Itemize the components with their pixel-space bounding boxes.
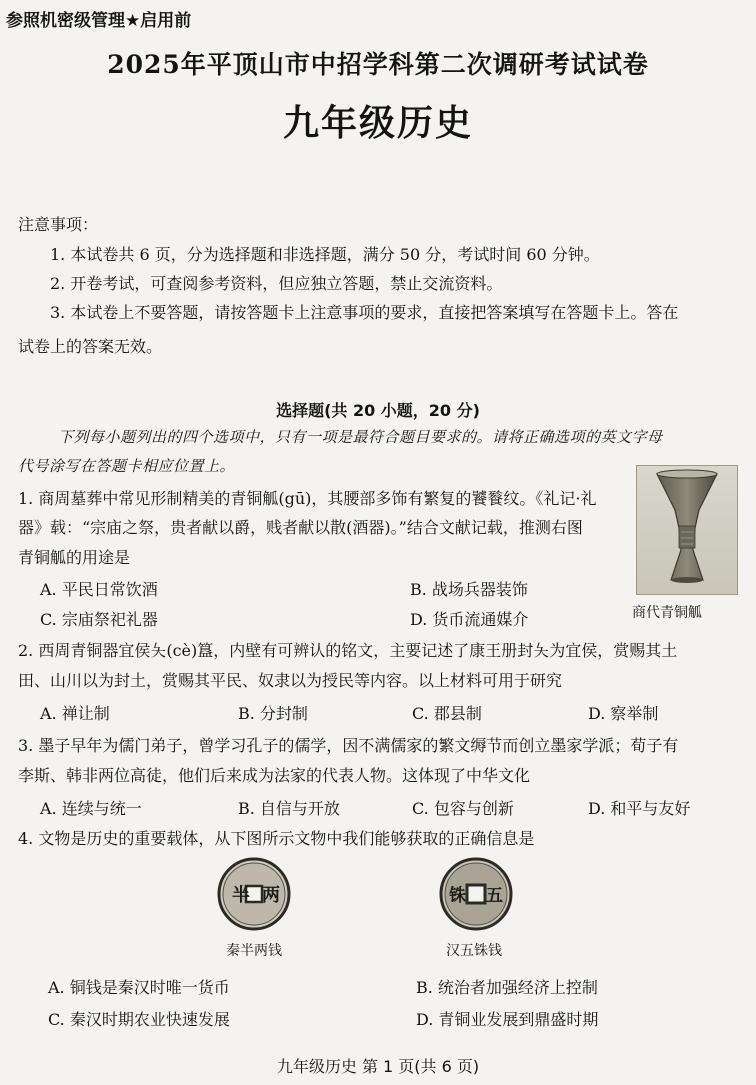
confidential-label: 参照机密级管理★启用前 bbox=[6, 11, 192, 31]
notice-heading: 注意事项： bbox=[18, 215, 99, 234]
q4-stem-line-1: 4. 文物是历史的重要载体，从下图所示文物中我们能够获取的正确信息是 bbox=[18, 829, 535, 848]
notice-line-4: 试卷上的答案无效。 bbox=[18, 337, 163, 356]
section-instruction-1: 下列每小题列出的四个选项中，只有一项是最符合题目要求的。请将正确选项的英文字母 bbox=[58, 428, 663, 446]
q2-option-a: A. 禅让制 bbox=[40, 704, 110, 723]
bronze-gu-caption: 商代青铜觚 bbox=[632, 605, 702, 621]
han-wuzhu-coin bbox=[438, 856, 514, 932]
q1-option-a: A. 平民日常饮酒 bbox=[40, 580, 158, 599]
q3-option-b: B. 自信与开放 bbox=[238, 799, 340, 818]
notice-line-1: 1. 本试卷共 6 页，分为选择题和非选择题，满分 50 分，考试时间 60 分钟。 bbox=[50, 245, 600, 264]
han-wuzhu-coin-icon bbox=[438, 856, 514, 932]
q1-option-b: B. 战场兵器装饰 bbox=[410, 580, 528, 599]
han-coin-glyph-right: 五 bbox=[486, 886, 503, 906]
q3-option-d: D. 和平与友好 bbox=[588, 799, 691, 818]
section-instruction-2: 代号涂写在答题卡相应位置上。 bbox=[18, 457, 236, 475]
q4-option-b: B. 统治者加强经济上控制 bbox=[416, 978, 598, 997]
q1-stem-line-1: 1. 商周墓葬中常见形制精美的青铜觚(gū)，其腰部多饰有繁复的饕餮纹。《礼记·礼 bbox=[18, 489, 597, 508]
q1-stem-line-3: 青铜觚的用途是 bbox=[18, 548, 131, 567]
han-coin-caption: 汉五铢钱 bbox=[446, 943, 502, 959]
q4-option-c: C. 秦汉时期农业快速发展 bbox=[48, 1010, 230, 1029]
notice-line-3: 3. 本试卷上不要答题，请按答题卡上注意事项的要求，直接把答案填写在答题卡上。答在 bbox=[50, 303, 679, 322]
q1-stem-line-2: 器》载：“宗庙之祭，贵者献以爵，贱者献以散(酒器)。”结合文献记载，推测右图 bbox=[18, 518, 583, 537]
qin-coin-glyph-right: 两 bbox=[262, 885, 280, 906]
q3-stem-line-1: 3. 墨子早年为儒门弟子，曾学习孔子的儒学，因不满儒家的繁文缛节而创立墨家学派；荀子有 bbox=[18, 736, 679, 755]
qin-coin-caption: 秦半两钱 bbox=[226, 943, 282, 959]
q2-option-c: C. 郡县制 bbox=[412, 704, 482, 723]
bronze-gu-figure bbox=[636, 465, 738, 595]
q3-option-a: A. 连续与统一 bbox=[40, 799, 142, 818]
q1-option-d: D. 货币流通媒介 bbox=[410, 610, 529, 629]
q4-option-d: D. 青铜业发展到鼎盛时期 bbox=[416, 1010, 599, 1029]
bronze-gu-vessel-icon bbox=[637, 466, 737, 594]
section-heading: 选择题(共 20 小题，20 分) bbox=[276, 401, 480, 420]
q2-stem-line-2: 田、山川以为封土，赏赐其平民、奴隶以为授民等内容。以上材料可用于研究 bbox=[18, 671, 563, 690]
q3-option-c: C. 包容与创新 bbox=[412, 799, 514, 818]
page-footer: 九年级历史 第 1 页(共 6 页) bbox=[276, 1057, 480, 1076]
q2-option-b: B. 分封制 bbox=[238, 704, 308, 723]
q3-stem-line-2: 李斯、韩非两位高徒，他们后来成为法家的代表人物。这体现了中华文化 bbox=[18, 766, 531, 785]
q2-option-d: D. 察举制 bbox=[588, 704, 659, 723]
exam-subtitle: 九年级历史 bbox=[282, 102, 473, 144]
qin-coin-glyph-left: 半 bbox=[232, 885, 250, 906]
q4-option-a: A. 铜钱是秦汉时唯一货币 bbox=[48, 978, 230, 997]
exam-title: 2025年平顶山市中招学科第二次调研考试试卷 bbox=[107, 50, 649, 79]
q2-stem-line-1: 2. 西周青铜器宜侯夨(cè)簋，内壁有可辨认的铭文，主要记述了康王册封夨为宜侯，赏赐其土 bbox=[18, 641, 678, 660]
notice-line-2: 2. 开卷考试，可查阅参考资料，但应独立答题，禁止交流资料。 bbox=[50, 274, 503, 293]
q1-option-c: C. 宗庙祭祀礼器 bbox=[40, 610, 158, 629]
qin-banliang-coin-icon bbox=[216, 856, 292, 932]
qin-banliang-coin bbox=[216, 856, 292, 932]
han-coin-glyph-left: 铢 bbox=[449, 886, 466, 906]
